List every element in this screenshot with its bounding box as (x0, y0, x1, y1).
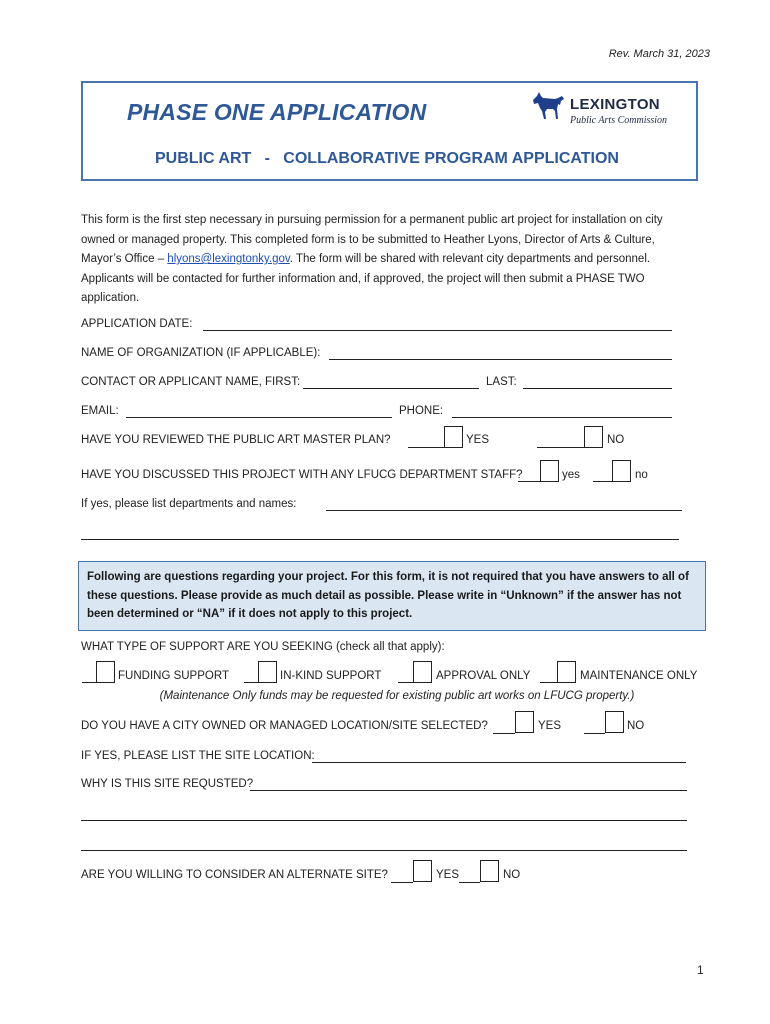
site-selected-no-checkbox[interactable] (605, 711, 624, 733)
intro-text-b: . The form will be shared with relevant city departments and personnel. Applicants will be contacted for further information and, if approved, the project will then submit a PHASE TWO application. (81, 253, 651, 304)
approval-only-label: APPROVAL ONLY (436, 670, 531, 682)
organization-field[interactable] (329, 359, 672, 360)
intro-paragraph (81, 211, 691, 309)
phone-label: PHONE: (399, 405, 444, 417)
maintenance-only-checkbox[interactable] (557, 661, 576, 683)
reviewed-plan-label: HAVE YOU REVIEWED THE PUBLIC ART MASTER PLAN? (81, 434, 391, 446)
alternate-no-label: NO (503, 869, 521, 881)
organization-label: NAME OF ORGANIZATION (IF APPLICABLE): (81, 347, 321, 359)
discussed-no-checkbox[interactable] (612, 460, 631, 482)
page-number: 1 (697, 963, 704, 977)
in-kind-support-checkbox[interactable] (258, 661, 277, 683)
alternate-no-checkbox[interactable] (480, 860, 499, 882)
reviewed-yes-label: YES (466, 434, 490, 446)
email-label: EMAIL: (81, 405, 119, 417)
departments-field[interactable] (326, 510, 682, 511)
site-selected-no-label: NO (627, 720, 645, 732)
discussed-yes-label: yes (562, 469, 580, 481)
revision-date: Rev. March 31, 2023 (608, 48, 710, 60)
logo-name: LEXINGTON (570, 96, 660, 113)
site-location-label: IF YES, PLEASE LIST THE SITE LOCATION: (81, 750, 315, 762)
contact-first-field[interactable] (303, 388, 479, 389)
alternate-yes-label: YES (436, 869, 460, 881)
why-site-field-line2[interactable] (81, 820, 687, 821)
why-site-field-line3[interactable] (81, 850, 687, 851)
support-question: WHAT TYPE OF SUPPORT ARE YOU SEEKING (check all that apply): (81, 641, 445, 653)
site-selected-yes-checkbox[interactable] (515, 711, 534, 733)
site-selected-yes-label: YES (538, 720, 562, 732)
contact-last-field[interactable] (523, 388, 672, 389)
page-title: PHASE ONE APPLICATION (127, 99, 427, 125)
logo-subtitle: Public Arts Commission (570, 115, 668, 126)
contact-first-label: CONTACT OR APPLICANT NAME, FIRST: (81, 376, 301, 388)
contact-last-label: LAST: (486, 376, 517, 388)
funding-support-label: FUNDING SUPPORT (118, 670, 229, 682)
page-subtitle: PUBLIC ART - COLLABORATIVE PROGRAM APPLICATION (155, 150, 619, 167)
discussed-no-label: no (635, 469, 648, 481)
maintenance-only-label: MAINTENANCE ONLY (580, 670, 698, 682)
application-date-label: APPLICATION DATE: (81, 318, 193, 330)
reviewed-no-checkbox[interactable] (584, 426, 603, 448)
list-departments-label: If yes, please list departments and names: (81, 498, 297, 510)
reviewed-no-label: NO (607, 434, 625, 446)
application-date-field[interactable] (203, 330, 672, 331)
in-kind-support-label: IN-KIND SUPPORT (280, 670, 382, 682)
discussed-yes-checkbox[interactable] (540, 460, 559, 482)
alternate-yes-checkbox[interactable] (413, 860, 432, 882)
email-field[interactable] (126, 417, 392, 418)
maintenance-note: (Maintenance Only funds may be requested for existing public art works on LFUCG property.) (159, 690, 635, 702)
discussed-staff-label: HAVE YOU DISCUSSED THIS PROJECT WITH ANY LFUCG DEPARTMENT STAFF? (81, 469, 523, 481)
why-site-field[interactable] (250, 790, 687, 791)
notice-text: Following are questions regarding your project. For this form, it is not required that you have answers to all of these questions. Please provide as much detail as possible. Please write in “Unknown” if the answer has not been determined or “NA” if it does not apply to this project. (87, 571, 689, 620)
why-site-label: WHY IS THIS SITE REQUSTED? (81, 778, 254, 790)
site-location-field[interactable] (312, 762, 686, 763)
phone-field[interactable] (452, 417, 672, 418)
approval-only-checkbox[interactable] (413, 661, 432, 683)
horse-icon (527, 90, 565, 122)
reviewed-yes-checkbox[interactable] (444, 426, 463, 448)
intro-text-a: This form is the first step necessary in pursuing permission for a permanent public art project for installation on city owned or managed property. This completed form is to be submitted to Heather Lyons, Director of Arts & Culture, Mayor’s Office – (81, 214, 663, 265)
email-link[interactable]: hlyons@lexingtonky.gov (167, 253, 290, 265)
departments-field-line2[interactable] (81, 539, 679, 540)
alternate-site-label: ARE YOU WILLING TO CONSIDER AN ALTERNATE SITE? (81, 869, 388, 881)
site-selected-label: DO YOU HAVE A CITY OWNED OR MANAGED LOCATION/SITE SELECTED? (81, 720, 488, 732)
funding-support-checkbox[interactable] (96, 661, 115, 683)
